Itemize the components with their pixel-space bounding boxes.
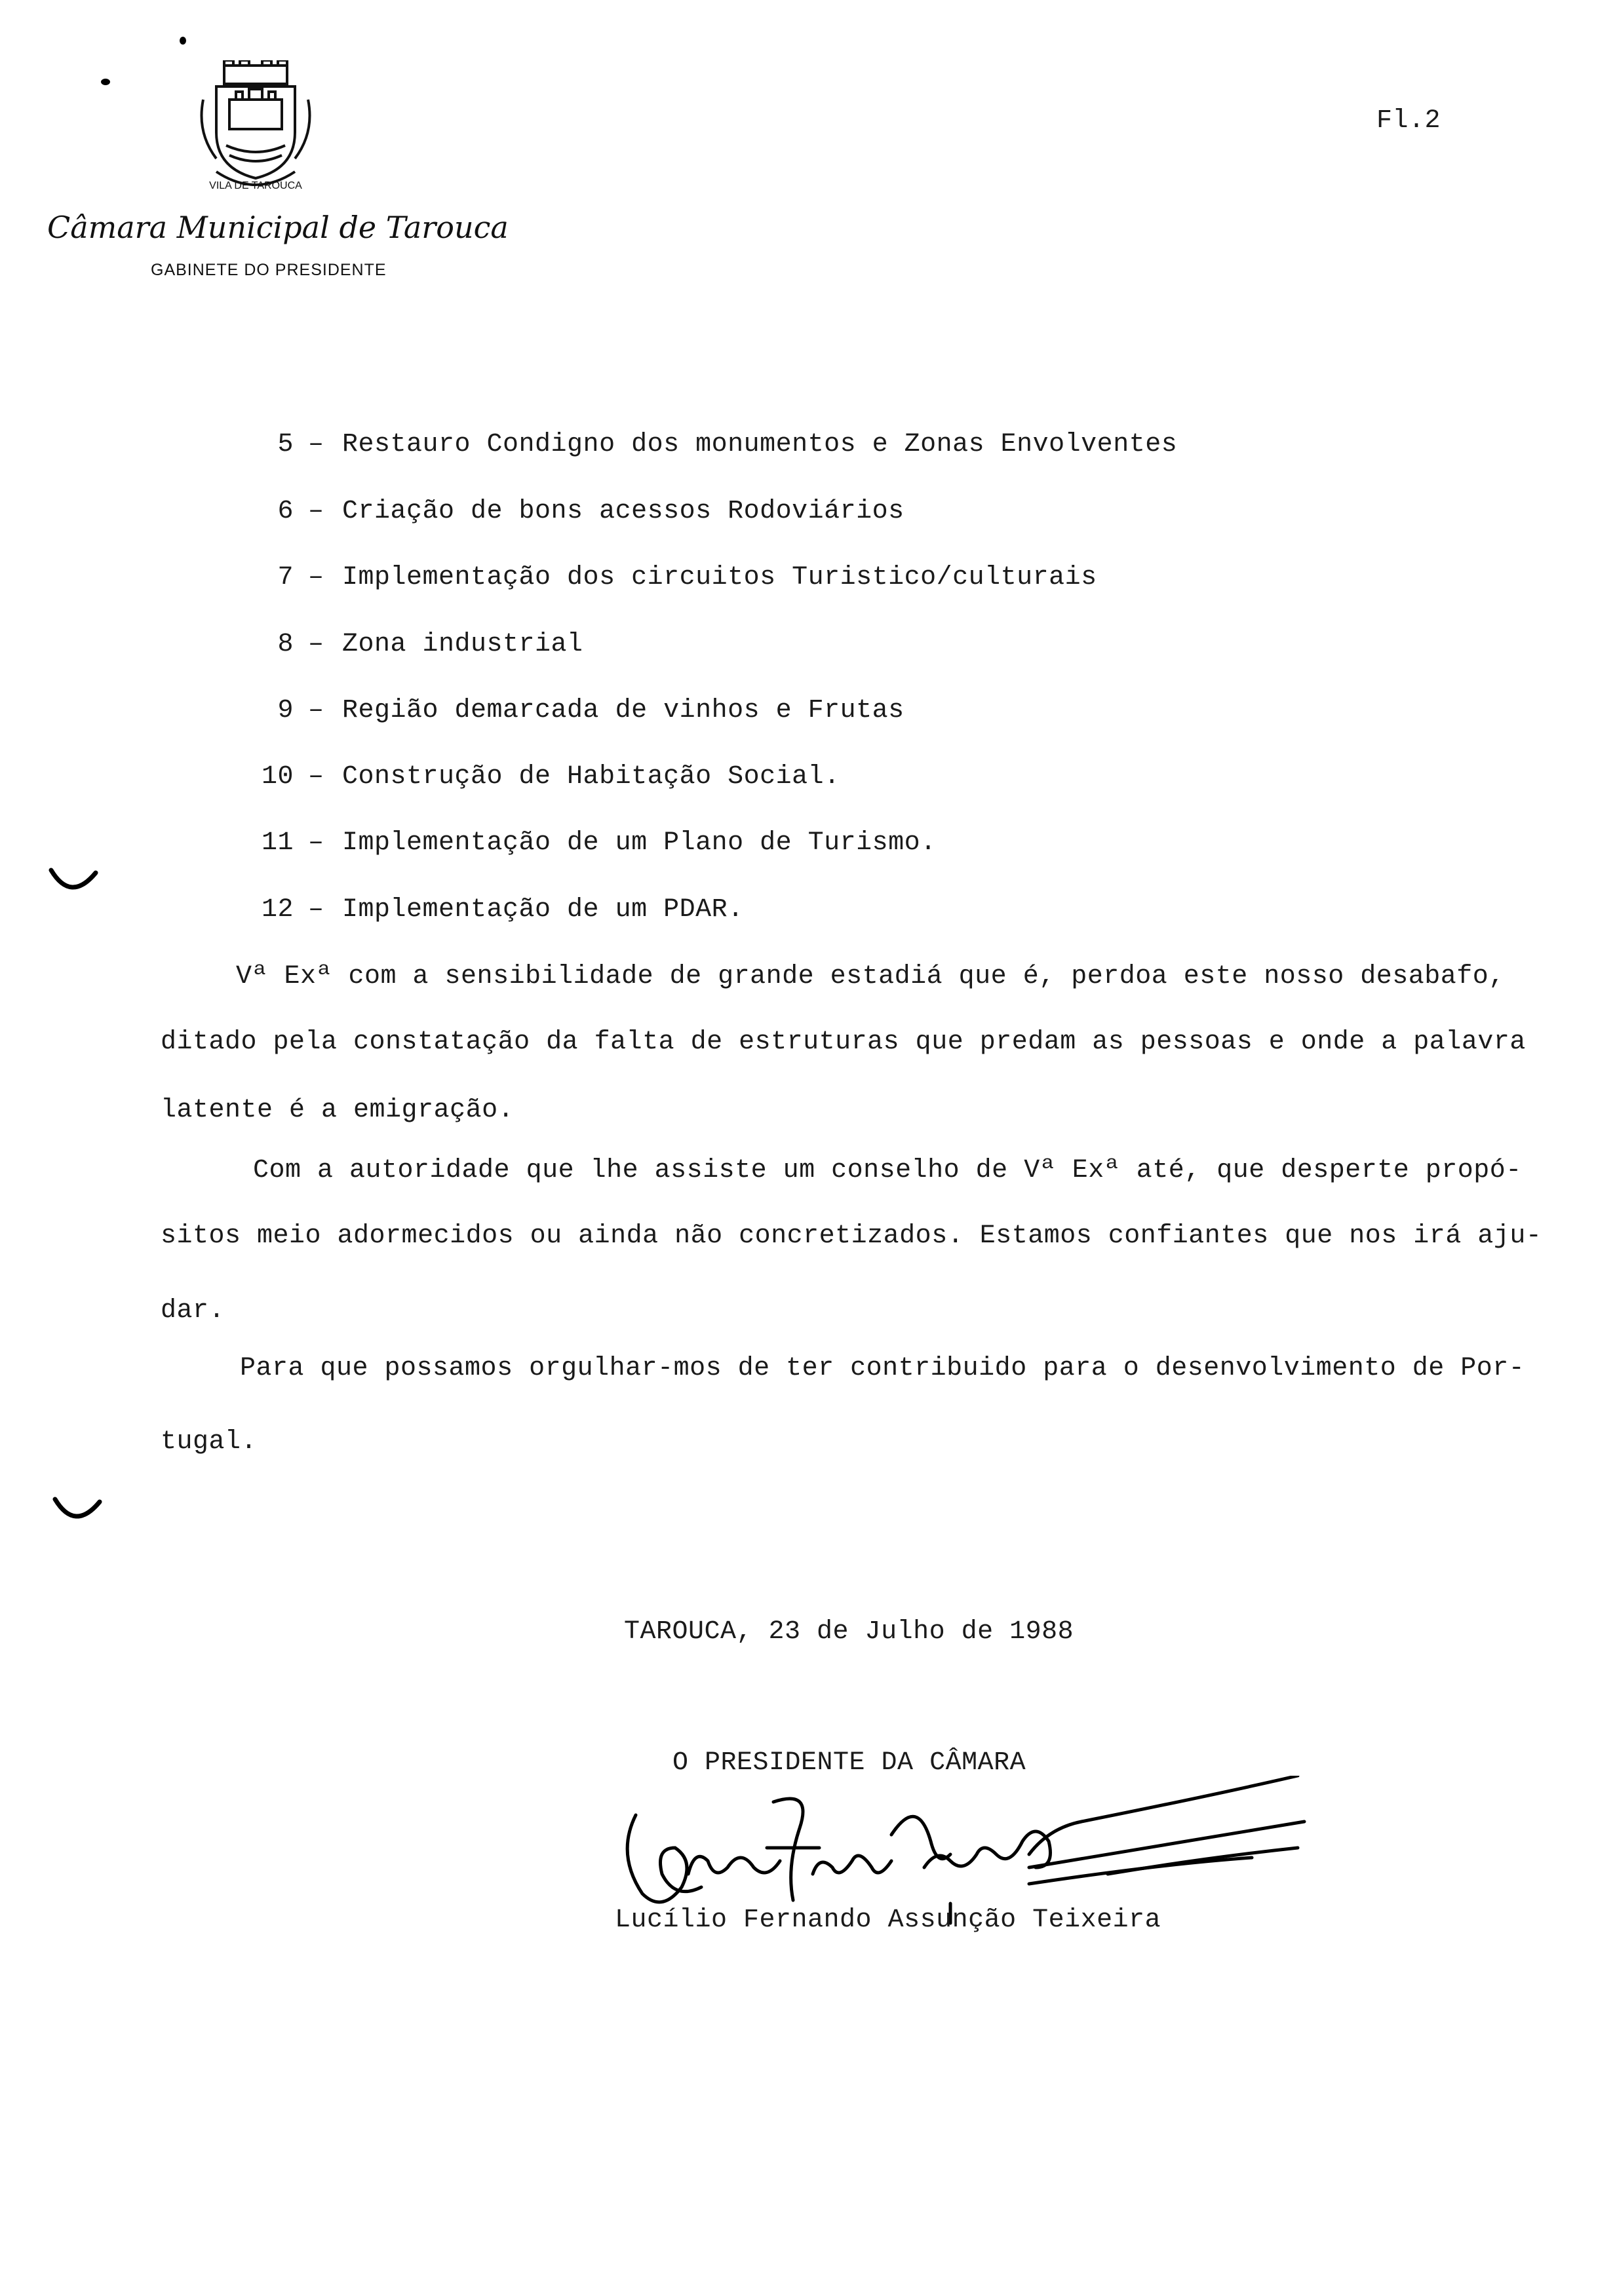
crest-motto: VILA DE TAROUCA xyxy=(209,180,302,191)
scan-speck xyxy=(180,37,186,45)
item-number: 10 xyxy=(261,762,294,792)
item-text: Implementação dos circuitos Turistico/culturais xyxy=(342,563,1097,592)
item-dash: – xyxy=(308,430,324,459)
item-text: Criação de bons acessos Rodoviários xyxy=(342,497,905,526)
paragraph-line: latente é a emigração. xyxy=(161,1096,515,1125)
paragraph-line: sitos meio adormecidos ou ainda não concretizados. Estamos confiantes que nos irá aju- xyxy=(161,1221,1542,1251)
item-text: Implementação de um PDAR. xyxy=(342,895,744,925)
item-dash: – xyxy=(308,497,324,526)
organization-name: Câmara Municipal de Tarouca xyxy=(47,210,509,245)
item-text: Zona industrial xyxy=(342,630,583,659)
item-number: 9 xyxy=(277,696,294,725)
department-name: GABINETE DO PRESIDENTE xyxy=(151,261,387,279)
binder-mark xyxy=(51,1494,104,1533)
scan-speck xyxy=(101,79,110,85)
paragraph-line: Vª Exª com a sensibilidade de grande estadiá que é, perdoa este nosso desabafo, xyxy=(236,962,1505,991)
paragraph-line: Para que possamos orgulhar-mos de ter contribuido para o desenvolvimento de Por- xyxy=(240,1354,1525,1383)
item-number: 8 xyxy=(277,630,294,659)
binder-mark xyxy=(47,865,100,904)
paragraph-line: dar. xyxy=(161,1296,225,1326)
item-dash: – xyxy=(308,696,324,725)
item-dash: – xyxy=(308,630,324,659)
item-text: Região demarcada de vinhos e Frutas xyxy=(342,696,905,725)
item-number: 6 xyxy=(277,497,294,526)
paragraph-line: Com a autoridade que lhe assiste um conselho de Vª Exª até, que desperte propó- xyxy=(253,1156,1522,1185)
item-number: 5 xyxy=(277,430,294,459)
page-folio: Fl.2 xyxy=(1376,106,1441,136)
item-dash: – xyxy=(308,895,324,925)
item-dash: – xyxy=(308,762,324,792)
paragraph-line: ditado pela constatação da falta de estruturas que predam as pessoas e onde a palavra xyxy=(161,1027,1526,1057)
place-and-date: TAROUCA, 23 de Julho de 1988 xyxy=(624,1617,1074,1647)
item-dash: – xyxy=(308,828,324,858)
handwritten-signature xyxy=(610,1776,1311,1926)
signatory-title: O PRESIDENTE DA CÂMARA xyxy=(672,1748,1026,1778)
municipal-crest-logo xyxy=(190,60,321,198)
item-text: Implementação de um Plano de Turismo. xyxy=(342,828,937,858)
item-number: 12 xyxy=(261,895,294,925)
paragraph-line: tugal. xyxy=(161,1427,258,1457)
signatory-name: Lucílio Fernando Assunção Teixeira xyxy=(615,1905,1161,1935)
item-dash: – xyxy=(308,563,324,592)
item-text: Restauro Condigno dos monumentos e Zonas Envolventes xyxy=(342,430,1178,459)
item-number: 11 xyxy=(261,828,294,858)
item-number: 7 xyxy=(277,563,294,592)
item-text: Construção de Habitação Social. xyxy=(342,762,840,792)
